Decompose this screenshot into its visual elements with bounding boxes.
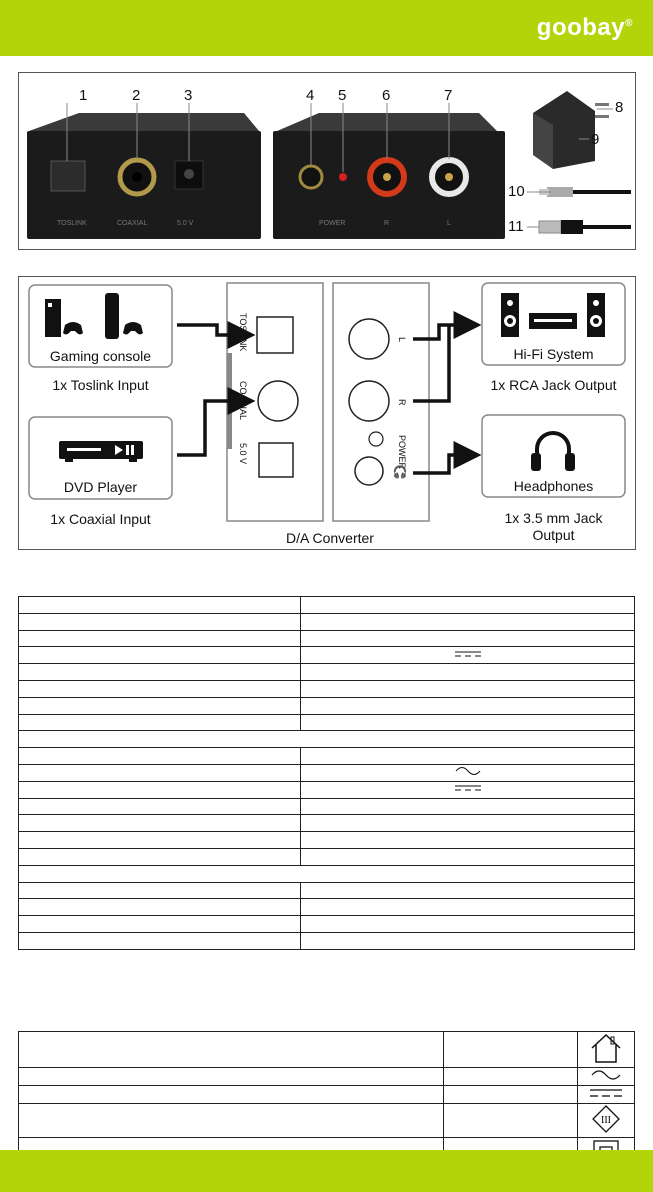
spec-row bbox=[19, 781, 635, 798]
callout-5: 5 bbox=[338, 87, 347, 104]
svg-text:R: R bbox=[384, 220, 390, 227]
spec-row bbox=[19, 714, 635, 731]
spec-row bbox=[19, 932, 635, 949]
power-led bbox=[369, 432, 383, 446]
spec-row bbox=[19, 748, 635, 765]
spec-row bbox=[19, 647, 635, 664]
dc-current-icon bbox=[586, 1086, 626, 1100]
svg-text:COAXIAL: COAXIAL bbox=[238, 381, 248, 421]
svg-text:POWER: POWER bbox=[319, 220, 346, 227]
svg-text:POWER: POWER bbox=[397, 435, 407, 470]
dc-current-icon bbox=[453, 649, 483, 659]
svg-text:L: L bbox=[397, 337, 407, 343]
rca-r-port bbox=[349, 381, 389, 421]
callout-9: 9 bbox=[591, 131, 600, 148]
callout-3: 3 bbox=[184, 87, 193, 104]
svg-text:TOSLINK: TOSLINK bbox=[238, 313, 248, 352]
svg-text:L: L bbox=[447, 220, 451, 227]
callout-7: 7 bbox=[444, 87, 453, 104]
ac-current-icon bbox=[453, 766, 483, 776]
rca-output-caption: 1x RCA Jack Output bbox=[490, 377, 617, 393]
headphone-port bbox=[355, 457, 383, 485]
svg-text:III: III bbox=[601, 1115, 611, 1126]
ac-current-icon bbox=[586, 1068, 626, 1082]
symbol-row bbox=[19, 1032, 635, 1068]
spec-row bbox=[19, 731, 635, 748]
jack-output-caption-2: Output bbox=[532, 527, 575, 543]
svg-text:5.0 V: 5.0 V bbox=[238, 443, 248, 465]
svg-text:COAXIAL: COAXIAL bbox=[117, 220, 148, 227]
callout-1: 1 bbox=[79, 87, 88, 104]
spec-row bbox=[19, 664, 635, 681]
gaming-console-label: Gaming console bbox=[49, 348, 152, 364]
callout-8: 8 bbox=[615, 99, 624, 116]
svg-text:🎧: 🎧 bbox=[392, 465, 408, 479]
spec-row bbox=[19, 848, 635, 865]
symbol-row bbox=[19, 1068, 635, 1086]
coaxial-port bbox=[258, 381, 298, 421]
product-photo bbox=[19, 73, 635, 249]
dvd-player-label: DVD Player bbox=[63, 479, 138, 495]
spec-row bbox=[19, 899, 635, 916]
coaxial-input-caption: 1x Coaxial Input bbox=[50, 511, 151, 527]
svg-text:5.0 V: 5.0 V bbox=[177, 220, 194, 227]
spec-row bbox=[19, 815, 635, 832]
spec-row bbox=[19, 882, 635, 899]
house-icon bbox=[586, 1032, 626, 1064]
spec-row bbox=[19, 697, 635, 714]
footer-bar bbox=[0, 1150, 653, 1192]
jack-output-caption-1: 1x 3.5 mm Jack bbox=[504, 510, 603, 526]
connection-diagram bbox=[18, 276, 636, 550]
callout-6: 6 bbox=[382, 87, 391, 104]
callout-2: 2 bbox=[132, 87, 141, 104]
spec-row bbox=[19, 597, 635, 614]
spec-row bbox=[19, 798, 635, 815]
headphones-label: Headphones bbox=[513, 478, 594, 494]
connection-diagram-svg bbox=[19, 277, 635, 549]
dc-current-icon bbox=[453, 783, 483, 793]
spec-row bbox=[19, 832, 635, 849]
rca-l-port bbox=[349, 319, 389, 359]
spec-row bbox=[19, 764, 635, 781]
symbol-row bbox=[19, 1104, 635, 1138]
spec-row bbox=[19, 613, 635, 630]
callout-4: 4 bbox=[306, 87, 315, 104]
spec-row bbox=[19, 865, 635, 882]
callout-11: 11 bbox=[508, 218, 524, 235]
svg-text:R: R bbox=[397, 399, 407, 406]
header-bar bbox=[0, 0, 653, 56]
spec-row bbox=[19, 916, 635, 933]
converter-label: D/A Converter bbox=[286, 530, 374, 546]
product-photo-panel bbox=[18, 72, 636, 250]
power-in-port bbox=[259, 443, 293, 477]
dvd-player-icon bbox=[59, 441, 143, 462]
protection-class-iii-icon bbox=[590, 1104, 622, 1134]
svg-text:TOSLINK: TOSLINK bbox=[57, 220, 87, 227]
toslink-input-caption: 1x Toslink Input bbox=[52, 377, 149, 393]
callout-10: 10 bbox=[508, 183, 525, 200]
spec-row bbox=[19, 680, 635, 697]
spec-row bbox=[19, 630, 635, 647]
brand-logo: goobay® bbox=[536, 14, 633, 41]
symbol-row bbox=[19, 1086, 635, 1104]
toslink-port bbox=[257, 317, 293, 353]
specification-table bbox=[18, 596, 635, 950]
hifi-system-label: Hi-Fi System bbox=[513, 346, 594, 362]
